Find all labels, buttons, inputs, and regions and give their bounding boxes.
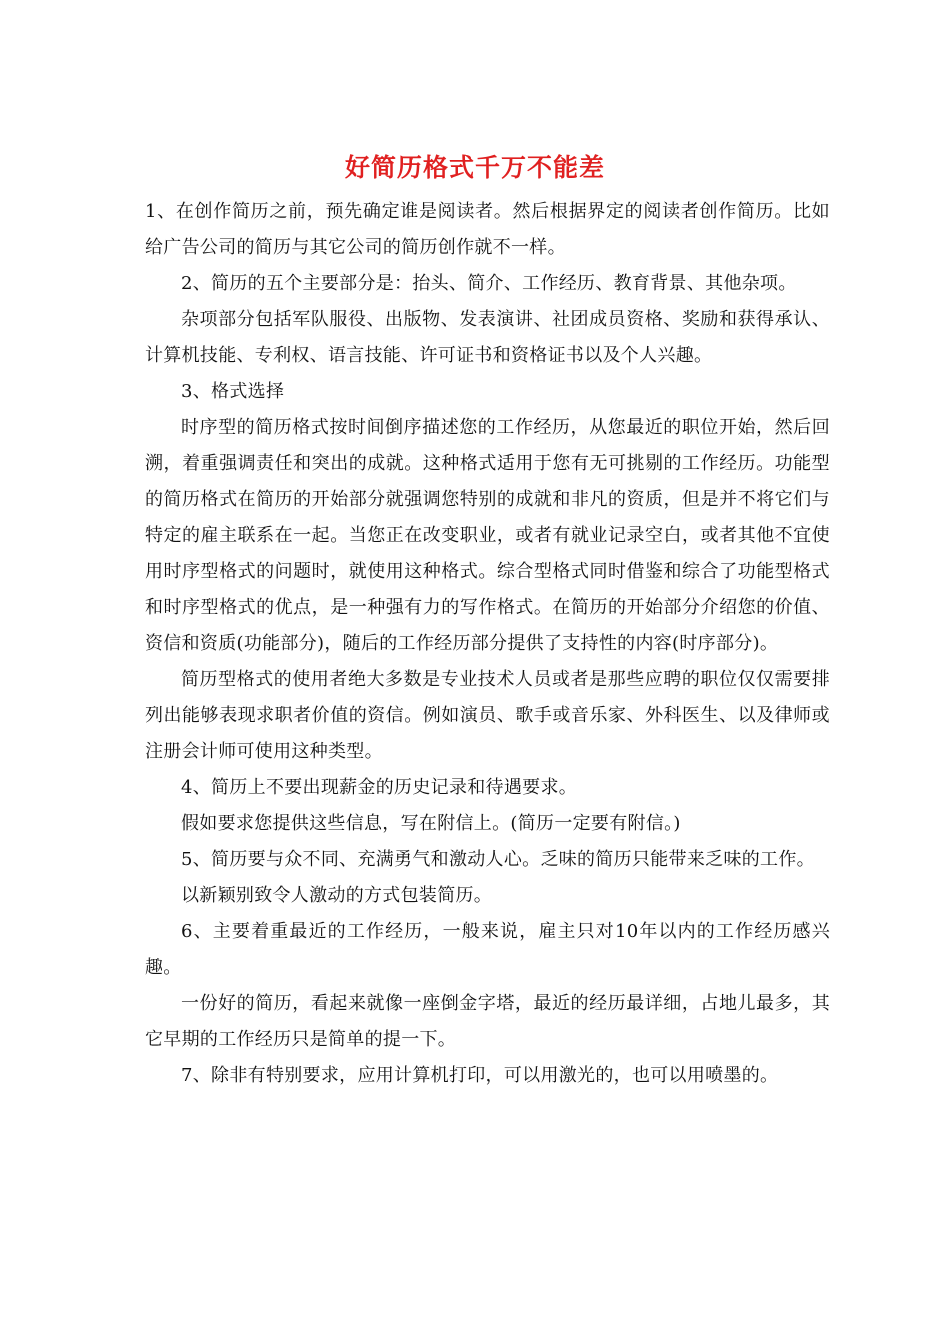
paragraph-13: 7、除非有特别要求，应用计算机打印，可以用激光的，也可以用喷墨的。 — [181, 1065, 779, 1086]
paragraph-3: 杂项部分包括军队服役、出版物、发表演讲、社团成员资格、奖励和获得承认、计算机技能、专利权、语言技能、许可证书和资格证书以及个人兴趣。 — [145, 309, 830, 366]
paragraph-8: 假如要求您提供这些信息，写在附信上。(简历一定要有附信。) — [181, 813, 681, 834]
paragraph-10: 以新颖别致令人激动的方式包装简历。 — [181, 885, 493, 906]
paragraph-1: 1、在创作简历之前，预先确定谁是阅读者。然后根据界定的阅读者创作简历。比如给广告公司的简历与其它公司的简历创作就不一样。 — [145, 201, 830, 258]
paragraph-9: 5、简历要与众不同、充满勇气和激动人心。乏味的简历只能带来乏味的工作。 — [181, 849, 815, 870]
paragraph-2: 2、简历的五个主要部分是：抬头、简介、工作经历、教育背景、其他杂项。 — [181, 273, 797, 294]
paragraph-7: 4、简历上不要出现薪金的历史记录和待遇要求。 — [181, 777, 578, 798]
paragraph-5: 时序型的简历格式按时间倒序描述您的工作经历，从您最近的职位开始，然后回溯，着重强调责任和突出的成就。这种格式适用于您有无可挑剔的工作经历。功能型的简历格式在简历的开始部分就强调您特别的成就和非凡的资质，但是并不将它们与特定的雇主联系在一起。当您正在改变职业，或者有就业记录空白，或者其他不宜使用时序型格式的问题时，就使用这种格式。综合型格式同时借鉴和综合了功能型格式和时序型格式的优点，是一种强有力的写作格式。在简历的开始部分介绍您的价值、资信和资质(功能部分)，随后的工作经历部分提供了支持性的内容(时序部分)。 — [145, 417, 830, 654]
paragraph-12: 一份好的简历，看起来就像一座倒金字塔，最近的经历最详细，占地儿最多，其它早期的工作经历只是简单的提一下。 — [145, 993, 830, 1050]
paragraph-4: 3、格式选择 — [181, 381, 285, 402]
paragraph-11: 6、主要着重最近的工作经历，一般来说，雇主只对10年以内的工作经历感兴趣。 — [145, 921, 830, 978]
document-title: 好简历格式千万不能差 — [344, 153, 605, 182]
document-body — [145, 194, 830, 1094]
paragraph-6: 简历型格式的使用者绝大多数是专业技术人员或者是那些应聘的职位仅仅需要排列出能够表现求职者价值的资信。例如演员、歌手或音乐家、外科医生、以及律师或注册会计师可使用这种类型。 — [145, 669, 830, 762]
